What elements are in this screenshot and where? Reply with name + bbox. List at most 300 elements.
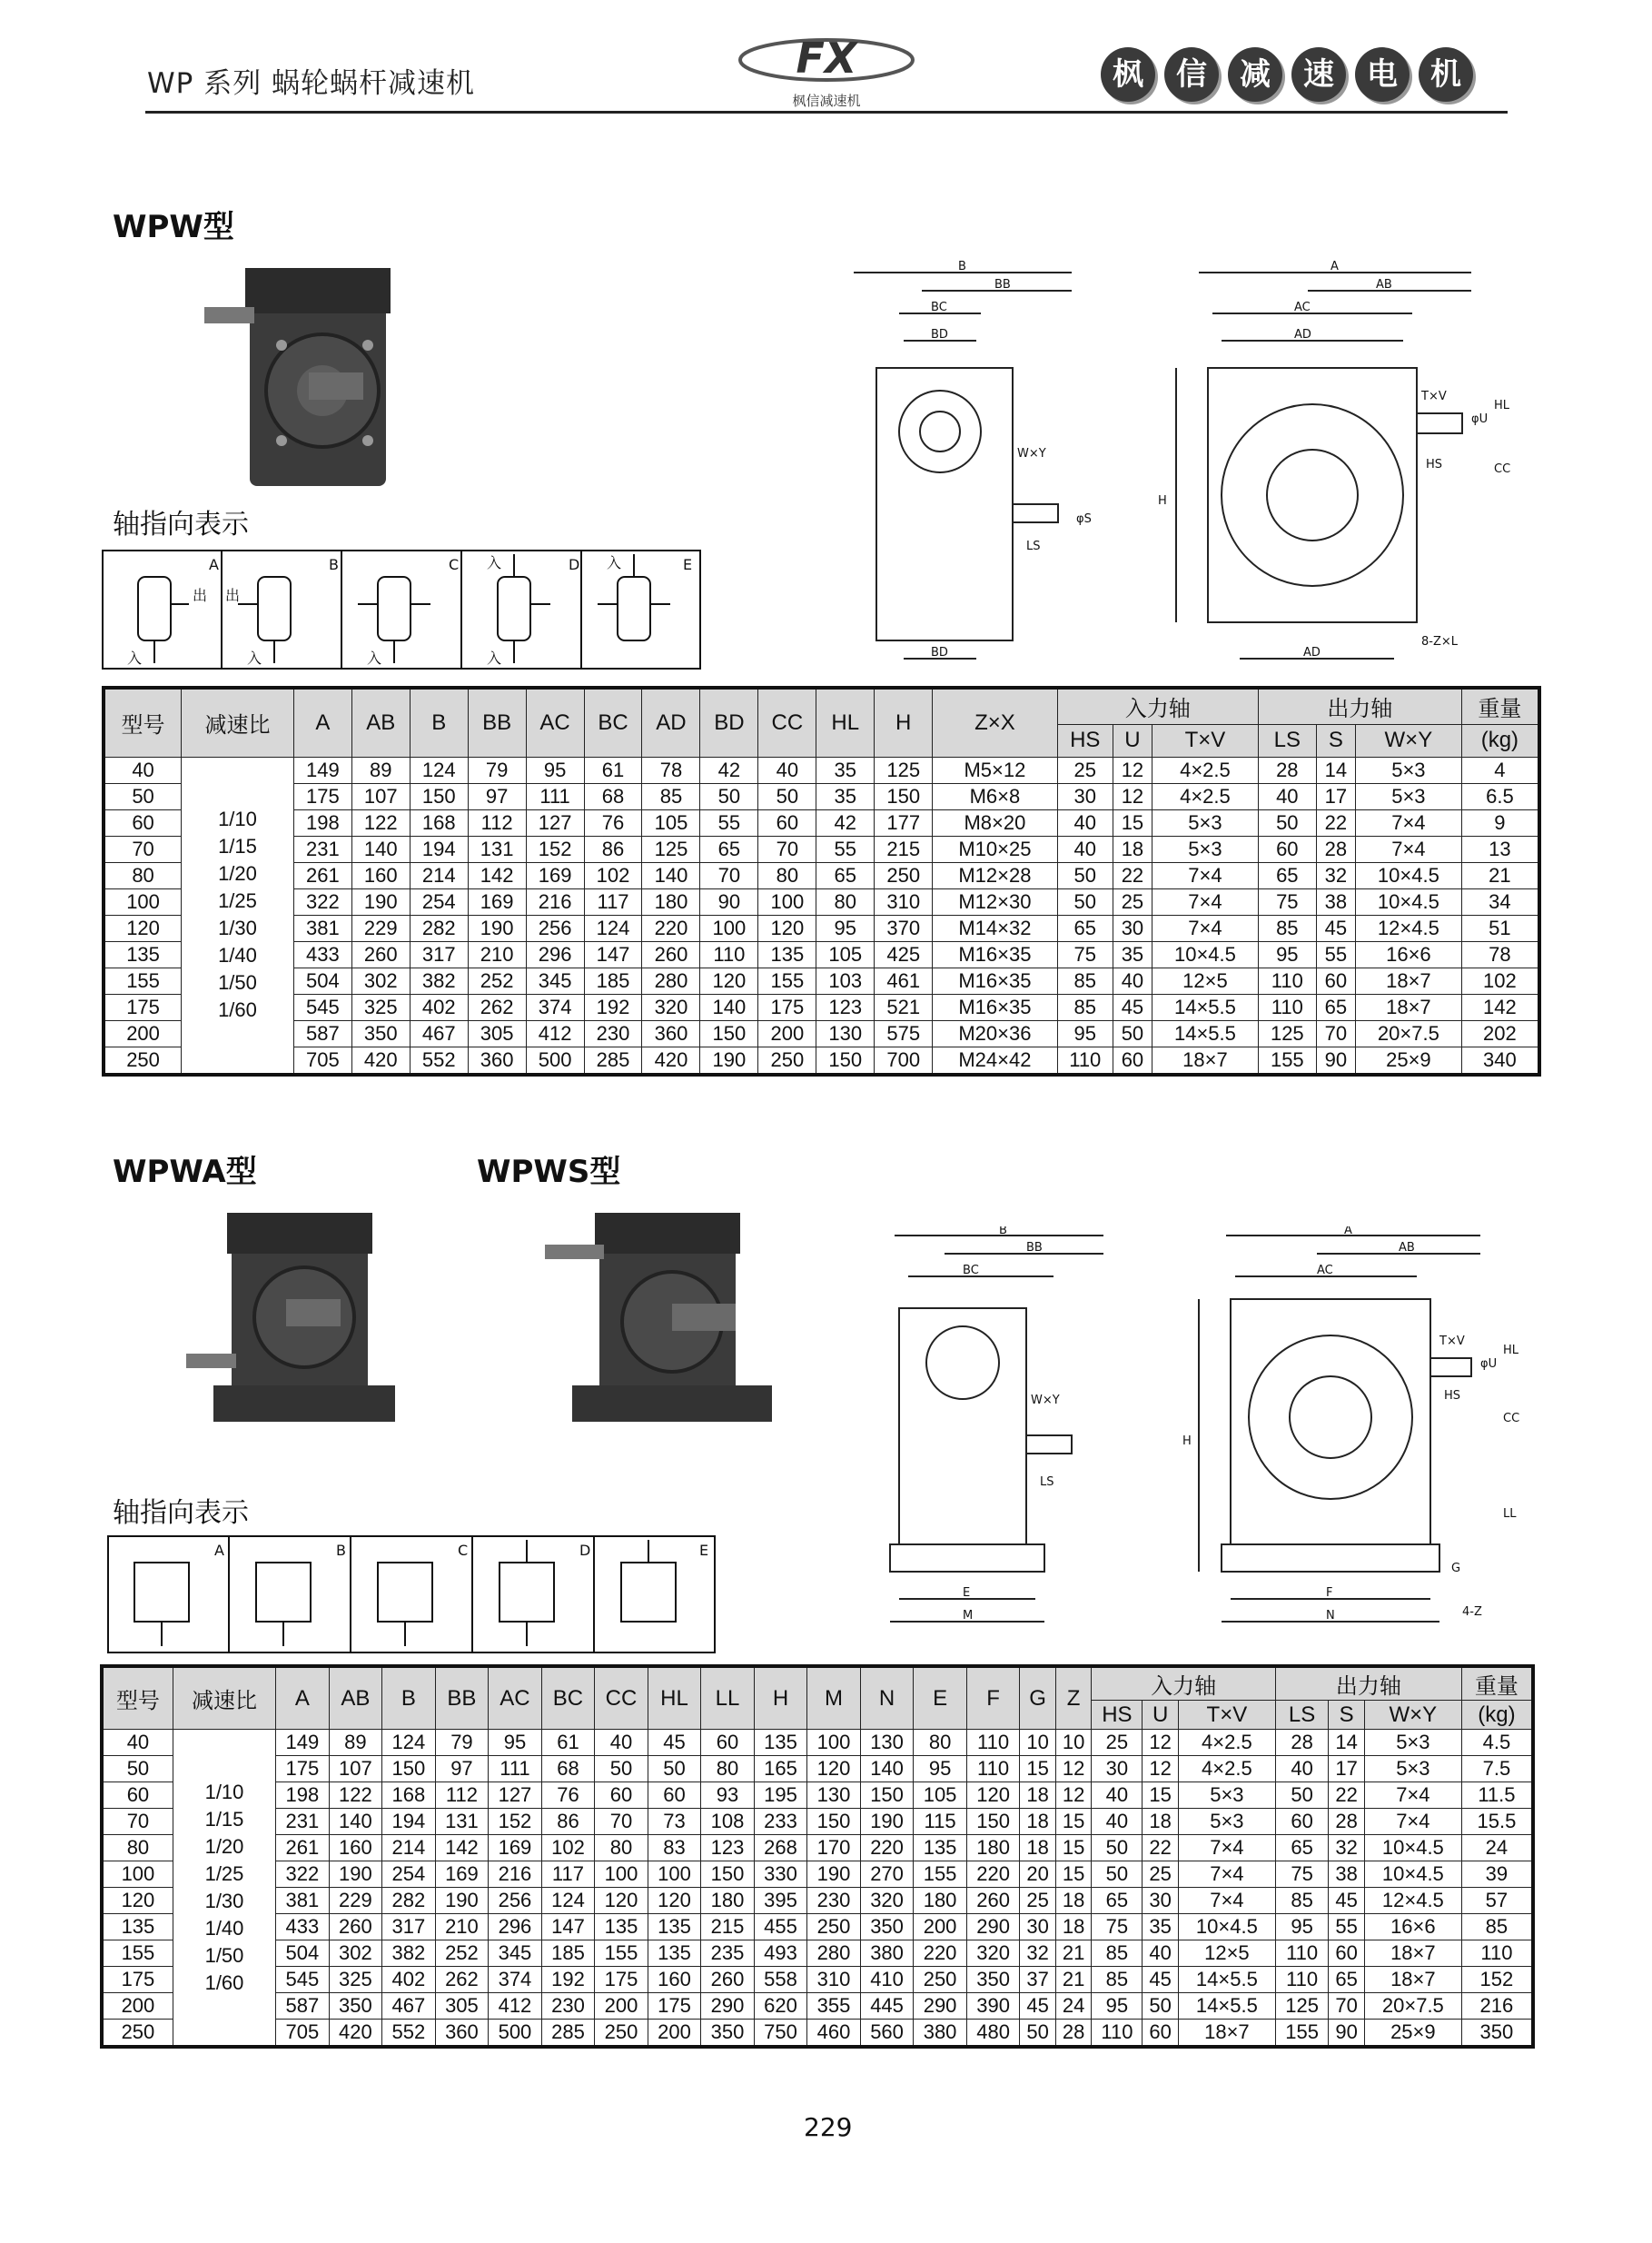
table-cell: 45 xyxy=(1020,1993,1056,2020)
table-cell: 135 xyxy=(595,1914,648,1940)
table-cell: 50 xyxy=(1258,809,1316,836)
table-cell: 260 xyxy=(966,1888,1020,1914)
table-cell: 107 xyxy=(329,1756,382,1782)
table-cell: 285 xyxy=(541,2020,595,2048)
table-cell: 16×6 xyxy=(1355,941,1461,968)
table-cell: 200 xyxy=(648,2020,701,2048)
ratio-value: 1/50 xyxy=(204,1943,244,1967)
table-cell: 229 xyxy=(351,915,410,941)
table-cell: 382 xyxy=(410,968,468,994)
table-cell: 85 xyxy=(1057,994,1113,1020)
table-cell: 65 xyxy=(1258,862,1316,888)
table-cell: 85 xyxy=(1258,915,1316,941)
table-cell: 175 xyxy=(293,783,351,809)
column-header: M xyxy=(807,1666,861,1730)
table-cell: 250 xyxy=(595,2020,648,2048)
table-cell: 39 xyxy=(1461,1861,1533,1888)
column-header: CC xyxy=(758,688,816,757)
table-cell: 14×5.5 xyxy=(1178,1967,1275,1993)
column-header: BC xyxy=(541,1666,595,1730)
table-cell: 194 xyxy=(410,836,468,862)
table-cell: 433 xyxy=(293,941,351,968)
table-cell: 40 xyxy=(1057,809,1113,836)
dim-label: φU xyxy=(1480,1357,1498,1371)
table-cell: 155 xyxy=(914,1861,967,1888)
column-header: 减速比 xyxy=(182,688,294,757)
table-cell: 18×7 xyxy=(1364,1940,1461,1967)
table-cell: 76 xyxy=(541,1782,595,1809)
table-cell: 45 xyxy=(1113,994,1152,1020)
table-row xyxy=(102,1940,1533,1967)
table-cell: 150 xyxy=(860,1782,914,1809)
table-cell: 110 xyxy=(1258,994,1316,1020)
table-cell: 10×4.5 xyxy=(1364,1861,1461,1888)
ratio-value: 1/25 xyxy=(218,889,257,912)
table-cell: M20×36 xyxy=(933,1020,1058,1047)
table-cell: 50 xyxy=(700,783,758,809)
model-cell: 175 xyxy=(104,994,182,1020)
in-label: 入 xyxy=(247,650,262,667)
table-cell: 15 xyxy=(1113,809,1152,836)
table-cell: 40 xyxy=(1092,1809,1143,1835)
table-cell: 51 xyxy=(1461,915,1539,941)
table-cell: 250 xyxy=(875,862,933,888)
table-cell: 107 xyxy=(351,783,410,809)
table-cell: 254 xyxy=(382,1861,436,1888)
out-label: 出 xyxy=(225,587,241,604)
table-row xyxy=(104,941,1539,968)
table-cell: 100 xyxy=(648,1861,701,1888)
brand-char: 机 xyxy=(1419,47,1473,102)
model-cell: 120 xyxy=(102,1888,173,1914)
table-cell: 5×3 xyxy=(1355,757,1461,783)
column-header: BB xyxy=(468,688,526,757)
table-cell: 124 xyxy=(584,915,642,941)
table-cell: 150 xyxy=(816,1047,875,1075)
table-cell: 4 xyxy=(1461,757,1539,783)
model-cell: 80 xyxy=(102,1835,173,1861)
out-label: 出 xyxy=(193,587,208,604)
table-cell: 10 xyxy=(1020,1730,1056,1756)
table-cell: 25×9 xyxy=(1364,2020,1461,2048)
table-cell: 130 xyxy=(860,1730,914,1756)
table-cell: 127 xyxy=(526,809,584,836)
table-cell: 220 xyxy=(966,1861,1020,1888)
table-cell: 35 xyxy=(1113,941,1152,968)
table-cell: 552 xyxy=(410,1047,468,1075)
page-number: 229 xyxy=(804,2112,853,2142)
table-cell: 268 xyxy=(754,1835,807,1861)
table-cell: 190 xyxy=(700,1047,758,1075)
table-cell: 45 xyxy=(1316,915,1355,941)
table-cell: 127 xyxy=(489,1782,542,1809)
table-cell: 7×4 xyxy=(1355,836,1461,862)
table-cell: 25 xyxy=(1057,757,1113,783)
table-cell: 200 xyxy=(914,1914,967,1940)
dim-label: H xyxy=(1182,1434,1192,1448)
dim-label: CC xyxy=(1503,1412,1520,1425)
table-cell: 50 xyxy=(1113,1020,1152,1047)
table-cell: 317 xyxy=(382,1914,436,1940)
table-cell: 85 xyxy=(1092,1940,1143,1967)
table-cell: 65 xyxy=(700,836,758,862)
shaft-diagram-label: D xyxy=(569,556,580,573)
table-cell: 89 xyxy=(351,757,410,783)
table-cell: 261 xyxy=(293,862,351,888)
table-cell: 40 xyxy=(1258,783,1316,809)
dim-label: φS xyxy=(1076,512,1092,526)
dim-label: F xyxy=(1326,1586,1333,1600)
table-cell: 412 xyxy=(489,1993,542,2020)
table-cell: 100 xyxy=(807,1730,861,1756)
table-cell: 310 xyxy=(875,888,933,915)
table-cell: 233 xyxy=(754,1809,807,1835)
table-cell: 100 xyxy=(758,888,816,915)
table-cell: 282 xyxy=(382,1888,436,1914)
table-cell: 75 xyxy=(1057,941,1113,968)
table-cell: 12 xyxy=(1113,783,1152,809)
table-cell: 350 xyxy=(701,2020,755,2048)
table-cell: 317 xyxy=(410,941,468,968)
dim-label: BB xyxy=(994,278,1011,292)
table-cell: 254 xyxy=(410,888,468,915)
dim-label: AC xyxy=(1294,301,1311,314)
table-cell: 12×5 xyxy=(1152,968,1259,994)
table-cell: 252 xyxy=(435,1940,489,1967)
dim-label: AB xyxy=(1399,1241,1415,1255)
ratio-value: 1/50 xyxy=(218,971,257,994)
table-cell: 60 xyxy=(648,1782,701,1809)
table-cell: 504 xyxy=(293,968,351,994)
table-cell: 30 xyxy=(1113,915,1152,941)
column-header: H xyxy=(754,1666,807,1730)
column-header: 型号 xyxy=(102,1666,173,1730)
table-cell: 345 xyxy=(526,968,584,994)
table-cell: 65 xyxy=(1057,915,1113,941)
table-cell: 40 xyxy=(758,757,816,783)
table-cell: 86 xyxy=(541,1809,595,1835)
shaft-diagram-label: A xyxy=(209,556,219,573)
table-cell: 4×2.5 xyxy=(1152,757,1259,783)
table-cell: 110 xyxy=(700,941,758,968)
shaft-diagram-label: B xyxy=(329,556,339,573)
column-header: Z xyxy=(1055,1666,1092,1730)
table-cell: 180 xyxy=(642,888,700,915)
table-cell: 140 xyxy=(329,1809,382,1835)
table-cell: 75 xyxy=(1275,1861,1329,1888)
table-cell: 42 xyxy=(700,757,758,783)
table-cell: 55 xyxy=(1329,1914,1365,1940)
table-cell: 210 xyxy=(435,1914,489,1940)
table-cell: 125 xyxy=(1275,1993,1329,2020)
table-cell: 410 xyxy=(860,1967,914,1993)
table-cell: 120 xyxy=(700,968,758,994)
table-cell: 230 xyxy=(807,1888,861,1914)
table-cell: 34 xyxy=(1461,888,1539,915)
table-row xyxy=(104,1047,1539,1075)
table-cell: 420 xyxy=(642,1047,700,1075)
table-cell: 6.5 xyxy=(1461,783,1539,809)
column-subheader: (kg) xyxy=(1461,724,1539,757)
column-header: AC xyxy=(489,1666,542,1730)
table-cell: 202 xyxy=(1461,1020,1539,1047)
table-cell: 135 xyxy=(754,1730,807,1756)
table-cell: 25 xyxy=(1092,1730,1143,1756)
table-row xyxy=(104,809,1539,836)
table-cell: 5×3 xyxy=(1152,836,1259,862)
table-cell: 37 xyxy=(1020,1967,1056,1993)
table-cell: 155 xyxy=(1275,2020,1329,2048)
table-cell: 65 xyxy=(1316,994,1355,1020)
table-cell: 5×3 xyxy=(1152,809,1259,836)
brand-char: 电 xyxy=(1355,47,1410,102)
table-cell: 10×4.5 xyxy=(1364,1835,1461,1861)
dim-label: AC xyxy=(1317,1264,1333,1277)
table-cell: 150 xyxy=(700,1020,758,1047)
table-cell: 70 xyxy=(1329,1993,1365,2020)
table-cell: 460 xyxy=(807,2020,861,2048)
table-cell: 135 xyxy=(758,941,816,968)
table-cell: 150 xyxy=(807,1809,861,1835)
table-cell: 620 xyxy=(754,1993,807,2020)
wpw-shaft-direction-label: 轴指向表示 xyxy=(113,509,249,541)
table-cell: 68 xyxy=(584,783,642,809)
ratio-value: 1/60 xyxy=(218,998,257,1021)
table-cell: 160 xyxy=(648,1967,701,1993)
table-cell: 11.5 xyxy=(1461,1782,1533,1809)
table-cell: 60 xyxy=(701,1730,755,1756)
table-cell: 70 xyxy=(1316,1020,1355,1047)
model-cell: 175 xyxy=(102,1967,173,1993)
table-cell: 12 xyxy=(1143,1756,1179,1782)
table-cell: 30 xyxy=(1143,1888,1179,1914)
dim-label: BC xyxy=(931,301,947,314)
table-cell: 325 xyxy=(351,994,410,1020)
table-cell: 45 xyxy=(1143,1967,1179,1993)
table-cell: 445 xyxy=(860,1993,914,2020)
table-cell: 305 xyxy=(435,1993,489,2020)
table-cell: 18×7 xyxy=(1152,1047,1259,1075)
table-cell: 108 xyxy=(701,1809,755,1835)
dim-label: 4-Z xyxy=(1462,1605,1482,1619)
column-group-header: 入力轴 xyxy=(1092,1666,1275,1701)
brand-char: 速 xyxy=(1291,47,1346,102)
table-cell: 147 xyxy=(541,1914,595,1940)
table-cell: 100 xyxy=(700,915,758,941)
table-cell: 185 xyxy=(541,1940,595,1967)
table-cell: 175 xyxy=(758,994,816,1020)
table-cell: 124 xyxy=(410,757,468,783)
table-cell: 210 xyxy=(468,941,526,968)
table-cell: 215 xyxy=(701,1914,755,1940)
table-cell: 18×7 xyxy=(1355,994,1461,1020)
table-row xyxy=(104,783,1539,809)
table-cell: 5×3 xyxy=(1364,1756,1461,1782)
dim-label: BB xyxy=(1026,1241,1043,1255)
table-cell: 135 xyxy=(648,1914,701,1940)
wpw-front-drawing xyxy=(1149,259,1512,677)
wpw-shaft-direction-diagram xyxy=(102,550,701,670)
table-row xyxy=(102,1914,1533,1940)
table-cell: 14 xyxy=(1329,1730,1365,1756)
table-cell: 155 xyxy=(1258,1047,1316,1075)
table-cell: 28 xyxy=(1055,2020,1092,2048)
table-cell: 125 xyxy=(875,757,933,783)
column-header: B xyxy=(410,688,468,757)
table-cell: 21 xyxy=(1055,1940,1092,1967)
table-cell: 425 xyxy=(875,941,933,968)
table-cell: M24×42 xyxy=(933,1047,1058,1075)
column-subheader: W×Y xyxy=(1364,1701,1461,1730)
table-cell: 55 xyxy=(816,836,875,862)
dim-label: LS xyxy=(1040,1475,1054,1489)
table-cell: 14×5.5 xyxy=(1152,994,1259,1020)
table-cell: M14×32 xyxy=(933,915,1058,941)
table-cell: 587 xyxy=(276,1993,330,2020)
table-cell: 68 xyxy=(541,1756,595,1782)
dim-label: HL xyxy=(1494,399,1510,412)
dim-label: N xyxy=(1326,1609,1335,1623)
table-cell: 260 xyxy=(351,941,410,968)
table-cell: 302 xyxy=(329,1940,382,1967)
table-cell: 140 xyxy=(351,836,410,862)
table-cell: 380 xyxy=(860,1940,914,1967)
column-subheader: T×V xyxy=(1152,724,1259,757)
table-cell: 55 xyxy=(700,809,758,836)
table-cell: 14×5.5 xyxy=(1178,1993,1275,2020)
table-cell: 325 xyxy=(329,1967,382,1993)
table-cell: 32 xyxy=(1020,1940,1056,1967)
table-cell: 10×4.5 xyxy=(1355,862,1461,888)
table-row xyxy=(102,1835,1533,1861)
table-cell: 147 xyxy=(584,941,642,968)
shaft-diagram-label: D xyxy=(579,1542,591,1559)
logo-text: FX xyxy=(796,34,857,83)
table-cell: 360 xyxy=(642,1020,700,1047)
ratio-value: 1/15 xyxy=(204,1807,244,1831)
table-cell: 120 xyxy=(648,1888,701,1914)
table-cell: 7×4 xyxy=(1364,1809,1461,1835)
table-cell: 190 xyxy=(807,1861,861,1888)
table-cell: 80 xyxy=(816,888,875,915)
table-cell: 16×6 xyxy=(1364,1914,1461,1940)
table-cell: 122 xyxy=(351,809,410,836)
ratio-value: 1/60 xyxy=(204,1970,244,1994)
table-cell: 705 xyxy=(293,1047,351,1075)
table-cell: 4.5 xyxy=(1461,1730,1533,1756)
table-cell: 140 xyxy=(700,994,758,1020)
wpws-product-photo xyxy=(536,1208,781,1435)
ratio-value: 1/15 xyxy=(218,835,257,858)
column-subheader: S xyxy=(1329,1701,1365,1730)
wpw-product-photo xyxy=(195,263,440,491)
table-cell: 152 xyxy=(489,1809,542,1835)
table-cell: M16×35 xyxy=(933,941,1058,968)
table-cell: 110 xyxy=(1057,1047,1113,1075)
column-subheader: W×Y xyxy=(1355,724,1461,757)
table-cell: M8×20 xyxy=(933,809,1058,836)
table-row xyxy=(104,968,1539,994)
table-cell: 22 xyxy=(1316,809,1355,836)
column-subheader: LS xyxy=(1275,1701,1329,1730)
dim-label: H xyxy=(1158,494,1167,508)
table-cell: 60 xyxy=(758,809,816,836)
table-cell: 25×9 xyxy=(1355,1047,1461,1075)
table-cell: 10 xyxy=(1055,1730,1092,1756)
table-cell: 50 xyxy=(1020,2020,1056,2048)
table-cell: 50 xyxy=(758,783,816,809)
table-cell: 75 xyxy=(1092,1914,1143,1940)
table-cell: 256 xyxy=(526,915,584,941)
table-cell: 25 xyxy=(1113,888,1152,915)
table-cell: 290 xyxy=(914,1993,967,2020)
table-cell: 79 xyxy=(435,1730,489,1756)
table-cell: 42 xyxy=(816,809,875,836)
in-label: 入 xyxy=(367,650,382,667)
table-cell: 177 xyxy=(875,809,933,836)
table-cell: 7×4 xyxy=(1152,888,1259,915)
column-header: A xyxy=(276,1666,330,1730)
table-cell: 320 xyxy=(860,1888,914,1914)
column-header: E xyxy=(914,1666,967,1730)
table-cell: 305 xyxy=(468,1020,526,1047)
table-cell: 95 xyxy=(526,757,584,783)
ratio-value: 1/10 xyxy=(204,1780,244,1803)
table-cell: 296 xyxy=(489,1914,542,1940)
table-cell: 192 xyxy=(584,994,642,1020)
dim-label: AD xyxy=(1303,646,1321,660)
table-cell: 18 xyxy=(1055,1914,1092,1940)
table-cell: 60 xyxy=(1143,2020,1179,2048)
table-cell: 12×5 xyxy=(1178,1940,1275,1967)
table-cell: 150 xyxy=(966,1809,1020,1835)
table-cell: 55 xyxy=(1316,941,1355,968)
table-cell: 78 xyxy=(642,757,700,783)
table-cell: 18×7 xyxy=(1178,2020,1275,2048)
table-cell: M16×35 xyxy=(933,968,1058,994)
table-cell: 216 xyxy=(526,888,584,915)
dim-label: AB xyxy=(1376,278,1392,292)
wpwa-shaft-direction-diagram xyxy=(107,1535,716,1653)
model-cell: 250 xyxy=(104,1047,182,1075)
shaft-diagram-label: C xyxy=(449,556,460,573)
table-cell: 21 xyxy=(1461,862,1539,888)
dim-label: HS xyxy=(1444,1389,1461,1403)
table-cell: 192 xyxy=(541,1967,595,1993)
table-cell: 4×2.5 xyxy=(1178,1730,1275,1756)
table-cell: 700 xyxy=(875,1047,933,1075)
ratio-cell xyxy=(182,757,294,1075)
table-row xyxy=(104,862,1539,888)
table-cell: 140 xyxy=(860,1756,914,1782)
table-cell: 20×7.5 xyxy=(1355,1020,1461,1047)
table-cell: 130 xyxy=(807,1782,861,1809)
table-cell: 4×2.5 xyxy=(1152,783,1259,809)
table-cell: 95 xyxy=(1275,1914,1329,1940)
table-cell: 25 xyxy=(1020,1888,1056,1914)
ratio-value: 1/30 xyxy=(204,1889,244,1912)
model-cell: 50 xyxy=(104,783,182,809)
wpw-side-drawing xyxy=(840,259,1113,677)
column-header: AD xyxy=(642,688,700,757)
table-cell: 28 xyxy=(1316,836,1355,862)
table-cell: 320 xyxy=(966,1940,1020,1967)
table-cell: 50 xyxy=(1057,888,1113,915)
table-cell: 85 xyxy=(1092,1967,1143,1993)
shaft-diagram-label: E xyxy=(699,1542,709,1559)
table-row xyxy=(104,836,1539,862)
table-cell: 50 xyxy=(1092,1861,1143,1888)
